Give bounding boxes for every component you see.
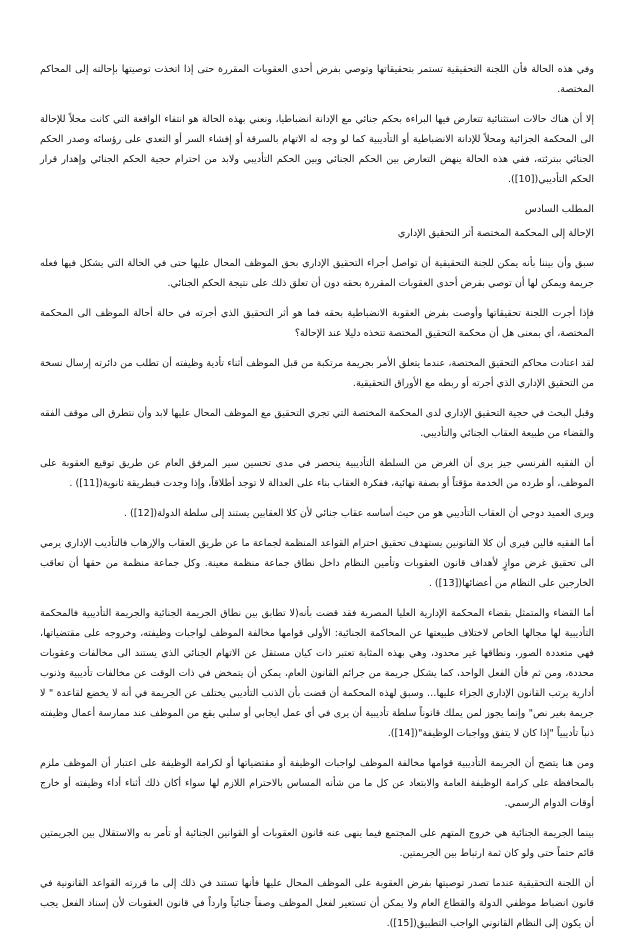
paragraph: سبق وأن بيننا بأنه يمكن للجنة التحقيقية أن تواصل أجراء التحقيق الإداري بحق الموظف المحال عليها حتى في الحالة التي يشكل فيها فعله جريمة ويمكن لها أن توصي بفرض أحدى العقوبات المقررة بحقه دون أن تعلق ذلك على نتيجة الحكم الجنائي. — [40, 258, 594, 289]
paragraph: أن الفقيه الفرنسي جيز يرى أن الغرض من السلطة التأديبية ينحصر في مدى تحسين سير المرفق العام عن طريق توقيع العقوبة على الموظف، أو طرده من الخدمة مؤقتاً أو بصفة نهائية، ففكرة العقاب بناء على العدالة لا توجد أطلاقاً، وإذا وجدت فبطريقة ثانوية([11]) . — [40, 458, 594, 489]
paragraph: ومن هنا يتضح أن الجريمة التأديبية قوامها مخالفة الموظف لواجبات الوظيفة أو مقتضياتها أو لكرامة الوظيفة على اعتبار أن الموظف ملزم بالمحافظة على كرامة الوظيفة العامة والابتعاد عن كل ما من شأنه المساس بالاحترام اللازم لها سواء أكان ذلك أثناء أداء وظيفته أو خارج أوقات الدوام الرسمي. — [40, 758, 594, 809]
paragraph: بينما الجريمة الجنائية هي خروج المتهم على المجتمع فيما ينهى عنه قانون العقوبات أو القوانين الجنائية أو تأمر به والاستقلال بين الجريمتين قائم حتماً حتى ولو كان ثمة ارتباط بين الجريمتين. — [40, 828, 594, 859]
paragraph: أما الفقيه فالين فيرى أن كلا القانونين يستهدف تحقيق احترام القواعد المنظمة لجماعة ما عن طريق العقاب والإرهاب فالتأديب الإداري يرمي الى تحقيق غرض موازٍ لأهداف قانون العقوبات وتأمين النظام داخل نطاق جماعة منظمة معينة. وكل جماعة منظمة من حقها أن تعاقب الخارجين على النظام من أعضائها([13]) . — [40, 538, 594, 589]
section-subtitle: الإحالة إلى المحكمة المختصة أثر التحقيق الإداري — [397, 228, 594, 239]
paragraph: لقد اعتادت محاكم التحقيق المختصة، عندما يتعلق الأمر بجريمة مرتكبة من قبل الموظف أثناء تأدية وظيفته أن تطلب من دائرته إرسال نسخة من التحقيق الإداري الذي أجرته أو ربطه مع الأوراق التحقيقية. — [40, 358, 594, 389]
paragraph: إلا أن هناك حالات استثنائية تتعارض فيها البراءة بحكم جنائي مع الإدانة انضباطيا، ونعني بهذه الحالة هو انتفاء الواقعة التي كانت محلاً للإحالة الى المحكمة الجزائية ومحلاً للإدانة الانضباطية أو التأديبية كما لو وجه له الاتهام بالسرقة أو إفشاء السر أو التعدي على رؤسائه وصدر الحكم الجنائي ببترئته، ففي هذه الحالة ينهض التعارض بين الحكم الجنائي وبين الحكم التأديبي ولابد من احترام حجية الحكم الجنائي وإهدار قرار الحكم التأديبي([10]). — [40, 114, 594, 185]
paragraph: ويرى العميد دوجي أن العقاب التأديبي هو من حيث أساسه عقاب جنائي لأن كلا العقابين يستند إلى سلطة الدولة([12]) . — [123, 508, 594, 519]
section-title: المطلب السادس — [524, 204, 594, 215]
paragraph: فإذا أجرت اللجنة تحقيقاتها وأوصت بفرض العقوبة الانضباطية بحقه فما هو أثر التحقيق الذي أجرته في حالة أحالة الموظف الى المحكمة المختصة، أي بمعنى هل أن محكمة التحقيق المختصة تتخذه دليلا عند الإحالة؟ — [40, 308, 594, 339]
paragraph: وقبل البحث في حجية التحقيق الإداري لدى المحكمة المختصة التي تجري التحقيق مع الموظف المحال عليها لابد وأن نتطرق الى موقف الفقه والقضاء من طبيعة العقاب الجنائي والتأديبي. — [40, 408, 594, 439]
paragraph: وفي هذه الحالة فأن اللجنة التحقيقية تستمر بتحقيقاتها وتوصي بفرض أحدى العقوبات المقررة حتى إذا اتخذت توصيتها بإحالته إلى المحاكم المختصة. — [40, 64, 594, 95]
paragraph: أن اللجنة التحقيقية عندما تصدر توصيتها بفرض العقوبة على الموظف المحال عليها فأنها تستند في ذلك إلى ما قررته القواعد القانونية في قانون انضباط موظفي الدولة والقطاع العام ولا يمكن أن تستعير لفعل الموظف وصفاً جنائياً وارداً في قانون العقوبات لأن إسناد الفعل يجب أن يكون إلى النظام القانوني الواجب التطبيق([15]). — [40, 878, 594, 929]
paragraph: أما القضاء والمتمثل بقضاء المحكمة الإدارية العليا المصرية فقد قضت بأنه(لا تطابق بين نطاق الجريمة الجنائية والجريمة التأديبية فالمحكمة التأديبية لها مجالها الخاص لاختلاف طبيعتها عن المحاكمة الجنائية: الأولى قوامها مخالفة الموظف لواجبات وظيفته، وخروجه على مقتضياتها، فهي متعددة الصور، ونطاقها غير محدود، وهي بهذه المثابة تعتبر ذات كيان مستقل عن الاتهام الجنائي الذي يستند الى مخالفات وعقوبات محددة، ومن ثم فأن الفعل الواحد، كما يشكل جريمة من جرائم القانون العام، يمكن أن يتمخض في ذات الوقت عن مخالفات تأديبية وذنوب أدارية يرتب القانون الإداري الجزاء عليها… وسبق لهذه المحكمة أن قضت بأن الذنب التأديبي يختلف عن الجريمة في أنه لا يخضع لقاعدة " لا جريمة بغير نص" وإنما يجوز لمن يملك قانوناً سلطة تأديبية أن يرى في أي عمل ايجابي أو سلبي يقع من الموظف عند ممارسة أعمال وظيفته ذنباً تأديبياً "إذا كان لا يتفق وواجبات الوظيفة"([14]). — [40, 608, 594, 739]
